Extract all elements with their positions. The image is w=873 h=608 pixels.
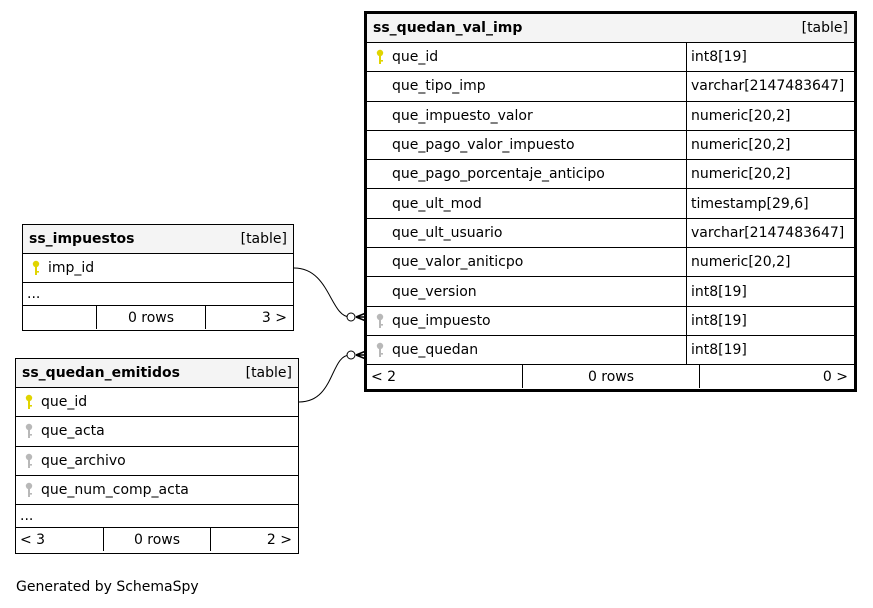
column-name: que_ult_usuario	[392, 224, 503, 241]
column-row[interactable]	[367, 248, 854, 277]
column-type: varchar[2147483647]	[686, 72, 854, 100]
column-name-cell	[367, 248, 686, 276]
column-name-cell	[16, 476, 298, 504]
column-name-cell	[367, 307, 686, 335]
footer-parents[interactable]: < 2	[371, 368, 397, 385]
table-header	[16, 359, 298, 388]
foreign-key-icon	[20, 423, 38, 439]
table-footer	[367, 365, 854, 388]
column-name-cell	[16, 447, 298, 475]
primary-key-icon	[27, 260, 45, 276]
footer-children[interactable]: 2 >	[266, 531, 292, 548]
table-name: ss_quedan_emitidos	[22, 365, 180, 381]
column-name: que_pago_porcentaje_anticipo	[392, 166, 605, 183]
column-row[interactable]	[16, 447, 298, 476]
column-type: numeric[20,2]	[686, 248, 854, 276]
column-row[interactable]	[367, 102, 854, 131]
column-row[interactable]	[367, 336, 854, 365]
table-header	[23, 225, 293, 254]
column-type: int8[19]	[686, 277, 854, 305]
table-kind: [table]	[245, 365, 292, 381]
table-ss-impuestos[interactable]	[22, 224, 294, 331]
column-name-cell	[367, 131, 686, 159]
column-row[interactable]	[367, 277, 854, 306]
table-name: ss_impuestos	[29, 231, 135, 247]
connector-optional-marker-quedan	[347, 351, 355, 359]
column-type: timestamp[29,6]	[686, 189, 854, 217]
column-type: numeric[20,2]	[686, 131, 854, 159]
column-name: imp_id	[48, 260, 95, 277]
table-footer	[23, 306, 293, 329]
column-row[interactable]	[367, 219, 854, 248]
connector-optional-marker-impuesto	[347, 313, 355, 321]
column-row[interactable]	[16, 417, 298, 446]
primary-key-icon	[371, 49, 389, 65]
column-row[interactable]	[367, 189, 854, 218]
column-name: que_tipo_imp	[392, 78, 486, 95]
footer-rows: 0 rows	[96, 306, 206, 329]
footer-children[interactable]: 3 >	[261, 309, 287, 326]
table-ss-quedan-val-imp[interactable]	[364, 11, 857, 392]
column-type: int8[19]	[686, 43, 854, 71]
more-columns: ...	[16, 505, 298, 528]
column-name-cell	[23, 254, 293, 282]
footer-parents	[23, 306, 96, 329]
column-name-cell	[367, 43, 686, 71]
column-type: numeric[20,2]	[686, 160, 854, 188]
footer-parents[interactable]: < 3	[20, 531, 46, 548]
column-row[interactable]	[367, 131, 854, 160]
column-type: varchar[2147483647]	[686, 219, 854, 247]
column-name: que_ult_mod	[392, 195, 482, 212]
column-name-cell	[367, 72, 686, 100]
column-row[interactable]	[367, 72, 854, 101]
column-name: que_version	[392, 283, 477, 300]
foreign-key-icon	[20, 482, 38, 498]
connector-impuestos-to-val-imp	[294, 268, 350, 317]
column-name: que_quedan	[392, 342, 479, 359]
column-row[interactable]	[16, 476, 298, 505]
footer-rows: 0 rows	[522, 365, 700, 388]
column-name: que_pago_valor_impuesto	[392, 137, 575, 154]
footer-children[interactable]: 0 >	[822, 368, 848, 385]
column-name-cell	[367, 189, 686, 217]
table-footer	[16, 528, 298, 551]
column-name: que_impuesto	[392, 312, 491, 329]
column-name-cell	[367, 277, 686, 305]
column-type: int8[19]	[686, 307, 854, 335]
table-kind: [table]	[240, 231, 287, 247]
more-columns: ...	[23, 283, 293, 306]
column-name: que_valor_aniticpo	[392, 254, 524, 271]
primary-key-icon	[20, 394, 38, 410]
table-kind: [table]	[801, 20, 848, 36]
table-ss-quedan-emitidos[interactable]	[15, 358, 299, 554]
column-name: que_num_comp_acta	[41, 482, 189, 499]
column-name: que_archivo	[41, 452, 126, 469]
footer-rows: 0 rows	[103, 528, 211, 551]
column-type: numeric[20,2]	[686, 102, 854, 130]
column-name-cell	[16, 417, 298, 445]
connector-emitidos-to-val-imp	[299, 355, 350, 402]
column-name-cell	[16, 388, 298, 416]
column-row[interactable]	[23, 254, 293, 283]
foreign-key-icon	[20, 453, 38, 469]
column-name: que_id	[392, 49, 439, 66]
column-row[interactable]	[367, 43, 854, 72]
column-name: que_impuesto_valor	[392, 107, 533, 124]
column-row[interactable]	[367, 307, 854, 336]
foreign-key-icon	[371, 342, 389, 358]
column-row[interactable]	[367, 160, 854, 189]
generated-by-label: Generated by SchemaSpy	[16, 579, 199, 595]
column-name: que_acta	[41, 423, 105, 440]
column-row[interactable]	[16, 388, 298, 417]
foreign-key-icon	[371, 313, 389, 329]
column-name: que_id	[41, 394, 88, 411]
column-type: int8[19]	[686, 336, 854, 364]
column-name-cell	[367, 219, 686, 247]
column-name-cell	[367, 336, 686, 364]
column-name-cell	[367, 102, 686, 130]
column-name-cell	[367, 160, 686, 188]
table-header	[367, 14, 854, 43]
table-name: ss_quedan_val_imp	[373, 20, 523, 36]
